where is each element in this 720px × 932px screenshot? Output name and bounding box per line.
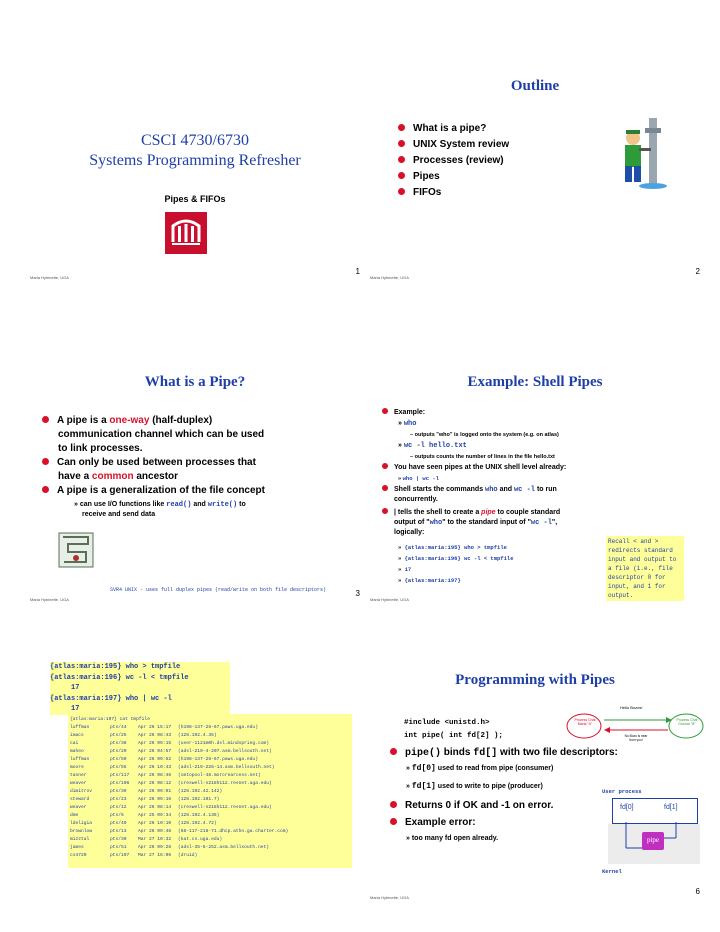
cat-cell: Mar 27 10:32 bbox=[138, 837, 172, 842]
cat-row bbox=[70, 748, 350, 756]
svr4-note: SVR4 UNIX - uses full duplex pipes (read/write on both file descriptors) bbox=[110, 587, 327, 593]
cat-cell: Apr 26 08:43 bbox=[138, 733, 172, 738]
cat-cell: (128.192.101.7) bbox=[178, 797, 220, 802]
cat-row bbox=[70, 804, 350, 812]
slide-title: Example: Shell Pipes bbox=[467, 374, 603, 390]
plumber-clipart bbox=[615, 118, 670, 195]
bullet-shell-level: You have seen pipes at the UNIX shell level already: bbox=[382, 463, 566, 473]
shell-session-line: » {atlas:maria:195} who > tmpfile bbox=[398, 544, 507, 551]
slide-title: What is a Pipe? bbox=[144, 374, 246, 390]
page-number: 1 bbox=[355, 267, 360, 276]
cat-row bbox=[70, 756, 350, 764]
cat-cell: Apr 26 08:14 bbox=[138, 805, 172, 810]
transcript-line: {atlas:maria:196} wc -l < tmpfile bbox=[50, 673, 189, 682]
cat-row bbox=[70, 732, 350, 740]
bullet-pipe-couple: | tells the shell to create a pipe to couple standard output of "who" to the standard input of "wc -l", logically: bbox=[382, 508, 632, 538]
cat-row bbox=[70, 852, 350, 860]
cat-cell: pts/40 bbox=[110, 821, 127, 826]
pipe-signature: int pipe( int fd[2] ); bbox=[404, 732, 504, 740]
maze-clipart bbox=[58, 532, 94, 575]
cat-cell: (68-117-218-71.dhcp.athn.ga.charter.com) bbox=[178, 829, 289, 834]
chat-hello: Hello Bozos! bbox=[620, 705, 643, 710]
cat-cell: pts/50 bbox=[110, 757, 127, 762]
transcript-line: {atlas:maria:197} who | wc -l bbox=[50, 694, 172, 703]
cat-cell: steward bbox=[70, 797, 90, 802]
cat-cell: Apr 26 15:17 bbox=[138, 725, 172, 730]
cat-cell: Apr 26 10:10 bbox=[138, 821, 172, 826]
pipe-label: pipe bbox=[646, 836, 660, 844]
cat-row bbox=[70, 788, 350, 796]
slide-1 bbox=[30, 40, 360, 280]
slide-title: Programming with Pipes bbox=[455, 672, 615, 688]
include-line: #include <unistd.h> bbox=[404, 719, 490, 727]
cat-cell: Apr 26 09:16 bbox=[138, 797, 172, 802]
slide-6 bbox=[370, 660, 700, 900]
cat-row bbox=[70, 844, 350, 852]
outline-list bbox=[398, 122, 509, 202]
cat-cell: moore bbox=[70, 765, 84, 770]
cat-cell: luffman bbox=[70, 725, 90, 730]
chat-reply: No Bozo is near from you! bbox=[624, 734, 648, 742]
cat-row bbox=[70, 724, 350, 732]
outline-item: FIFOs bbox=[398, 186, 509, 200]
cat-cell: Apr 26 09:15 bbox=[138, 741, 172, 746]
cat-cell: Apr 26 10:43 bbox=[138, 765, 172, 770]
cat-cell: (adsl-35-6-252.asm.bellsouth.net) bbox=[178, 845, 269, 850]
slide-title: Outline bbox=[510, 78, 560, 94]
bullet-common-ancestor: Can only be used between processes that have a common ancestor bbox=[58, 456, 348, 484]
cat-cell: (h198-137-28-67.paws.uga.edu) bbox=[178, 725, 258, 730]
fd0-label: fd[0] bbox=[620, 804, 634, 811]
cat-cell: Apr 26 09:52 bbox=[138, 757, 172, 762]
cat-cell: imacs bbox=[70, 733, 84, 738]
cat-rows bbox=[70, 724, 350, 860]
cat-cell: (cmtopool-48.morcrearcess.net) bbox=[178, 773, 261, 778]
kernel-label: Kernel bbox=[602, 868, 622, 875]
cat-cell: dimitrov bbox=[70, 789, 93, 794]
example-who-desc: – outputs "who" is logged onto the system (e.g. on atlas) bbox=[410, 432, 559, 438]
slide-footer: Maria Hybinette, UGA bbox=[30, 275, 69, 280]
example-who: » who bbox=[398, 420, 417, 428]
page-number: 3 bbox=[355, 589, 360, 598]
shell-pipe-example: » who | wc -l bbox=[398, 475, 439, 482]
cat-cell: pts/106 bbox=[110, 781, 130, 786]
slide-4 bbox=[370, 362, 700, 602]
fd1-label: fd[1] bbox=[664, 804, 678, 811]
cat-cell: pts/20 bbox=[110, 749, 127, 754]
cat-cell: Apr 26 09:28 bbox=[138, 845, 172, 850]
cat-cell: (128.192.4.35) bbox=[178, 733, 217, 738]
transcript-line: 17 bbox=[50, 684, 80, 692]
cat-cell: (creswell-s218h112.resnet.uga.edu) bbox=[178, 781, 272, 786]
cat-row bbox=[70, 836, 350, 844]
bullet-one-way: A pipe is a one-way (half-duplex) communication channel which can be used to link processes. bbox=[58, 414, 348, 456]
cat-cell: maheo bbox=[70, 749, 84, 754]
cat-cell: Apr 26 04:57 bbox=[138, 749, 172, 754]
cat-cell: Mar 27 15:06 bbox=[138, 853, 172, 858]
page-number: 2 bbox=[695, 267, 700, 276]
transcript-line: 17 bbox=[50, 705, 80, 713]
recall-note: Recall < and > redirects standard input and output to a file (i.e., file descriptor 0 for input, and 1 for output. bbox=[606, 536, 684, 601]
shell-session-line: » {atlas:maria:197} bbox=[398, 577, 461, 584]
pipe-diagram bbox=[602, 788, 700, 878]
cat-cell: pts/38 bbox=[110, 741, 127, 746]
chat-diagram bbox=[566, 704, 706, 754]
cat-cell: Apr 26 09:48 bbox=[138, 829, 172, 834]
cat-cell: pts/107 bbox=[110, 853, 130, 858]
cat-cell: (128.192.42.142) bbox=[178, 789, 223, 794]
cat-cell: pts/39 bbox=[110, 789, 127, 794]
cat-cell: pts/55 bbox=[110, 765, 127, 770]
page-number: 6 bbox=[695, 887, 700, 896]
cat-cell: (user-1121m0h.dsl.mindspring.com) bbox=[178, 741, 269, 746]
cat-cell: weaver bbox=[70, 781, 87, 786]
slide-subtitle: Pipes & FIFOs bbox=[164, 194, 226, 204]
transcript-line: {atlas:maria:195} who > tmpfile bbox=[50, 663, 181, 671]
sub-bullet-fd1: » fd[1] used to write to pipe (producer) bbox=[406, 782, 543, 791]
slide-2 bbox=[370, 40, 700, 280]
cat-cell: (adsl-219-226-14.asm.bellsouth.net) bbox=[178, 765, 275, 770]
cat-cell: pts/25 bbox=[110, 733, 127, 738]
outline-item: Processes (review) bbox=[398, 154, 509, 168]
cat-command: {atlas:maria:197} cat tmpfile bbox=[70, 717, 150, 722]
outline-item: UNIX System review bbox=[398, 138, 509, 152]
cat-row bbox=[70, 796, 350, 804]
cat-cell: mizztal bbox=[70, 837, 90, 842]
bullet-file-concept: A pipe is a generalization of the file concept bbox=[58, 484, 348, 498]
slide-5 bbox=[50, 660, 360, 900]
cat-cell: pts/117 bbox=[110, 773, 130, 778]
example-wc: » wc -l hello.txt bbox=[398, 442, 467, 450]
cat-cell: Apr 26 08:46 bbox=[138, 773, 172, 778]
cat-output bbox=[68, 714, 352, 868]
cat-cell: brownlow bbox=[70, 829, 93, 834]
sub-bullet-fd0: » fd[0] used to read from pipe (consumer) bbox=[406, 764, 554, 773]
cat-row bbox=[70, 740, 350, 748]
cat-cell: Apr 26 09:01 bbox=[138, 789, 172, 794]
cat-cell: (128.192.4.72) bbox=[178, 821, 217, 826]
shell-session-line: » {atlas:maria:196} wc -l < tmpfile bbox=[398, 555, 514, 562]
bullet-binds: pipe() binds fd[] with two file descriptors: bbox=[390, 746, 650, 761]
uga-logo bbox=[165, 212, 207, 254]
cat-cell: weaver bbox=[70, 805, 87, 810]
sub-bullet-too-many: » too many fd open already. bbox=[406, 835, 499, 842]
cat-row bbox=[70, 764, 350, 772]
cat-cell: (adsl-219-4-207.asm.bellsouth.net) bbox=[178, 749, 272, 754]
chat-process-b: Process Chat Gunnar "B" bbox=[676, 718, 698, 726]
cat-cell: (kat.cs.uga.edu) bbox=[178, 837, 223, 842]
slide-3 bbox=[30, 362, 360, 602]
cat-cell: pts/51 bbox=[110, 845, 127, 850]
shell-session-line: » 17 bbox=[398, 566, 412, 573]
cat-cell: cs4720 bbox=[70, 853, 87, 858]
cat-cell: dme bbox=[70, 813, 79, 818]
cat-cell: pts/30 bbox=[110, 837, 127, 842]
cat-row bbox=[70, 772, 350, 780]
cat-cell: pts/44 bbox=[110, 725, 127, 730]
outline-item: What is a pipe? bbox=[398, 122, 509, 136]
bullet-concurrent: Shell starts the commands who and wc -l to run concurrently. bbox=[382, 485, 622, 505]
outline-item: Pipes bbox=[398, 170, 509, 184]
slide-footer: Maria Hybinette, UGA bbox=[30, 597, 69, 602]
slide-footer: Maria Hybinette, UGA bbox=[370, 597, 409, 602]
cat-cell: (creswell-s218h112.resnet.uga.edu) bbox=[178, 805, 272, 810]
sub-bullet-io: » can use I/O functions like read() and write() to receive and send data bbox=[74, 501, 246, 518]
cat-cell: Apr 25 09:34 bbox=[138, 813, 172, 818]
course-number: CSCI 4730/6730 bbox=[140, 132, 249, 149]
user-process-label: User process bbox=[602, 788, 642, 795]
cat-cell: luffman bbox=[70, 757, 90, 762]
cat-cell: (druid) bbox=[178, 853, 198, 858]
cat-cell: Apr 26 08:12 bbox=[138, 781, 172, 786]
cat-cell: ldeligia bbox=[70, 821, 93, 826]
slide-footer: Maria Hybinette, UGA bbox=[370, 275, 409, 280]
bullet-example-error: Example error: bbox=[390, 816, 476, 830]
example-heading: Example: bbox=[382, 408, 425, 418]
chat-process-a: Process Chat Maria "A" bbox=[574, 718, 596, 726]
cat-cell: pts/23 bbox=[110, 797, 127, 802]
shell-transcript bbox=[50, 662, 230, 715]
cat-cell: (h198-137-28-67.paws.uga.edu) bbox=[178, 757, 258, 762]
example-wc-desc: – outputs counts the number of lines in the file hello.txt bbox=[410, 454, 555, 460]
cat-cell: cai bbox=[70, 741, 79, 746]
cat-cell: james bbox=[70, 845, 84, 850]
course-title: Systems Programming Refresher bbox=[89, 152, 301, 169]
cat-cell: pts/6 bbox=[110, 813, 124, 818]
cat-cell: pts/12 bbox=[110, 805, 127, 810]
cat-cell: tanner bbox=[70, 773, 87, 778]
cat-cell: pts/13 bbox=[110, 829, 127, 834]
cat-row bbox=[70, 828, 350, 836]
slide-footer: Maria Hybinette, UGA bbox=[370, 895, 409, 900]
cat-cell: (128.192.4.136) bbox=[178, 813, 220, 818]
bullet-returns: Returns 0 if OK and -1 on error. bbox=[390, 799, 553, 813]
cat-row bbox=[70, 812, 350, 820]
cat-row bbox=[70, 820, 350, 828]
cat-row bbox=[70, 780, 350, 788]
